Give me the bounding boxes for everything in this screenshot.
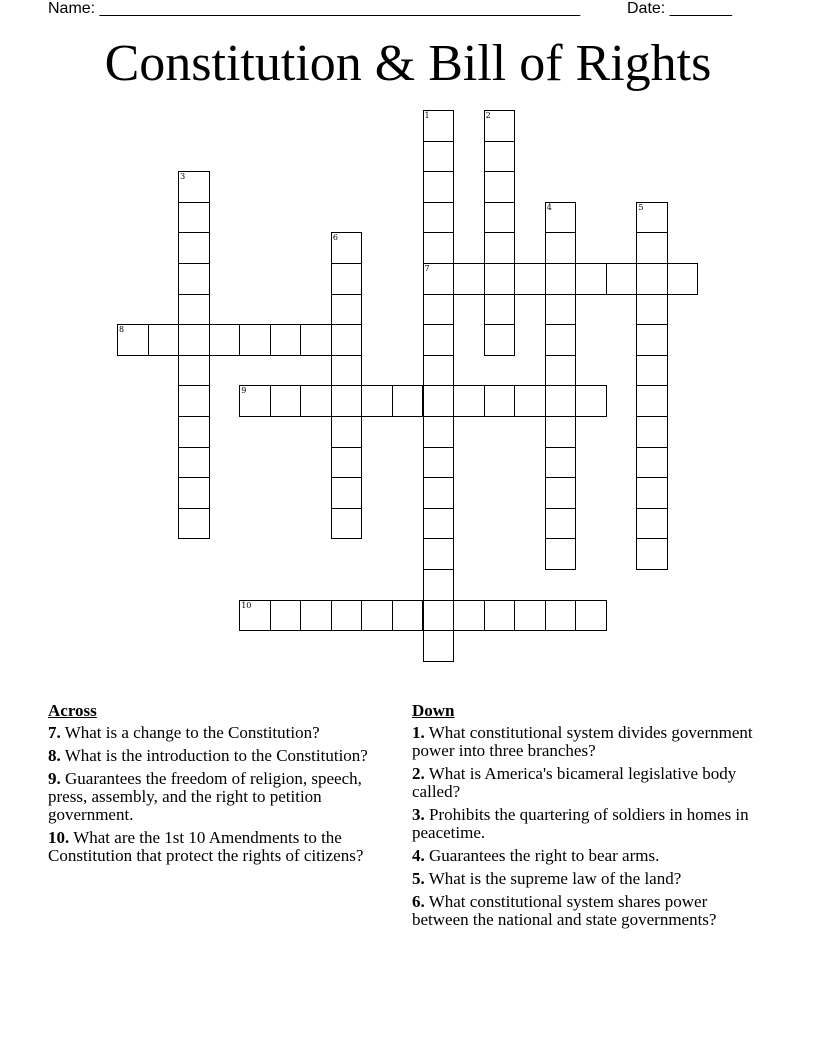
across-clue-7 [48, 724, 400, 742]
crossword-cell[interactable] [423, 508, 455, 540]
crossword-cell[interactable] [178, 416, 210, 448]
crossword-cell[interactable] [239, 324, 271, 356]
crossword-cell[interactable] [331, 416, 363, 448]
crossword-cell[interactable] [484, 294, 516, 326]
crossword-cell[interactable] [636, 232, 668, 264]
crossword-cell[interactable] [331, 294, 363, 326]
clue-number-label: 7 [424, 264, 430, 273]
crossword-cell[interactable] [178, 232, 210, 264]
clue-number: 5. [412, 869, 425, 888]
across-clue-10 [48, 829, 400, 865]
crossword-cell[interactable] [545, 508, 577, 540]
crossword-cell[interactable] [484, 385, 516, 417]
clue-number: 7. [48, 723, 61, 742]
clue-number-label: 3 [180, 172, 186, 182]
crossword-cell[interactable] [423, 110, 455, 142]
crossword-cell[interactable] [545, 202, 577, 234]
crossword-cell[interactable] [178, 202, 210, 234]
clue-number: 6. [412, 892, 425, 911]
across-clue-9 [48, 770, 400, 824]
clue-number-label: 1 [424, 111, 430, 120]
clue-number-label: 10 [241, 600, 252, 610]
crossword-cell[interactable] [453, 600, 485, 632]
clue-text: What is the supreme law of the land? [428, 869, 682, 888]
crossword-cell[interactable] [514, 385, 546, 417]
crossword-cell[interactable] [331, 232, 363, 264]
crossword-cell[interactable] [484, 232, 516, 264]
crossword-cell[interactable] [423, 630, 455, 662]
clue-number: 2. [412, 764, 425, 783]
crossword-cell[interactable] [423, 569, 455, 601]
crossword-cell[interactable] [545, 324, 577, 356]
crossword-cell[interactable] [545, 232, 577, 264]
name-field-label: Name: ______________________________________________________ [48, 0, 581, 17]
crossword-cell[interactable] [545, 263, 577, 295]
date-field-label: Date: _______ [627, 0, 732, 17]
crossword-cell[interactable] [545, 538, 577, 570]
crossword-cell[interactable] [636, 385, 668, 417]
crossword-cell[interactable] [423, 600, 455, 632]
crossword-cell[interactable] [331, 324, 363, 356]
clue-number-label: 9 [241, 386, 247, 396]
crossword-cell[interactable] [636, 202, 668, 234]
crossword-cell[interactable] [423, 324, 455, 356]
crossword-cell[interactable] [575, 385, 607, 417]
crossword-cell[interactable] [423, 477, 455, 509]
crossword-cell[interactable] [636, 416, 668, 448]
crossword-cell[interactable] [331, 600, 363, 632]
down-clue-4 [412, 847, 757, 865]
across-clue-8 [48, 747, 400, 765]
crossword-cell[interactable] [331, 263, 363, 295]
crossword-cell[interactable] [392, 600, 424, 632]
crossword-cell[interactable] [484, 141, 516, 173]
down-heading: Down [412, 701, 455, 720]
crossword-cell[interactable] [636, 355, 668, 387]
crossword-cell[interactable] [178, 263, 210, 295]
crossword-cell[interactable] [606, 263, 638, 295]
crossword-cell[interactable] [239, 600, 271, 632]
crossword-cell[interactable] [484, 110, 516, 142]
crossword-cell[interactable] [453, 385, 485, 417]
clue-text: Prohibits the quartering of soldiers in homes in peacetime. [412, 805, 749, 842]
across-clues [48, 701, 400, 870]
crossword-cell[interactable] [423, 447, 455, 479]
crossword-cell[interactable] [423, 538, 455, 570]
crossword-cell[interactable] [423, 385, 455, 417]
clue-text: Guarantees the right to bear arms. [429, 846, 660, 865]
crossword-cell[interactable] [148, 324, 180, 356]
clue-number: 1. [412, 723, 425, 742]
crossword-cell[interactable] [392, 385, 424, 417]
crossword-cell[interactable] [300, 324, 332, 356]
crossword-cell[interactable] [636, 477, 668, 509]
crossword-cell[interactable] [270, 324, 302, 356]
crossword-cell[interactable] [270, 385, 302, 417]
clue-text: Guarantees the freedom of religion, speech, press, assembly, and the right to petition government. [48, 769, 362, 824]
page-title: Constitution & Bill of Rights [104, 35, 712, 92]
crossword-cell[interactable] [423, 294, 455, 326]
crossword-cell[interactable] [178, 171, 210, 203]
crossword-cell[interactable] [178, 508, 210, 540]
crossword-cell[interactable] [239, 385, 271, 417]
crossword-cell[interactable] [545, 600, 577, 632]
clue-number: 10. [48, 828, 70, 847]
down-clue-3 [412, 806, 757, 842]
down-clue-6 [412, 893, 757, 929]
crossword-cell[interactable] [178, 324, 210, 356]
clue-number: 4. [412, 846, 425, 865]
down-clue-5 [412, 870, 757, 888]
crossword-cell[interactable] [423, 141, 455, 173]
down-clue-1 [412, 724, 757, 760]
crossword-cell[interactable] [636, 538, 668, 570]
crossword-cell[interactable] [514, 600, 546, 632]
crossword-cell[interactable] [484, 202, 516, 234]
crossword-cell[interactable] [545, 416, 577, 448]
crossword-cell[interactable] [300, 385, 332, 417]
crossword-cell[interactable] [545, 477, 577, 509]
crossword-cell[interactable] [423, 416, 455, 448]
crossword-cell[interactable] [300, 600, 332, 632]
crossword-cell[interactable] [423, 232, 455, 264]
down-clue-2 [412, 765, 757, 801]
crossword-cell[interactable] [331, 355, 363, 387]
crossword-cell[interactable] [178, 294, 210, 326]
crossword-cell[interactable] [361, 600, 393, 632]
crossword-cell[interactable] [209, 324, 241, 356]
clue-number-label: 6 [332, 233, 338, 243]
crossword-cell[interactable] [575, 263, 607, 295]
clue-text: What constitutional system divides government power into three branches? [412, 723, 753, 760]
crossword-cell[interactable] [484, 171, 516, 203]
clue-text: What is America's bicameral legislative body called? [412, 764, 737, 801]
clue-text: What are the 1st 10 Amendments to the Constitution that protect the rights of citizens? [48, 828, 364, 865]
crossword-cell[interactable] [178, 447, 210, 479]
crossword-cell[interactable] [545, 447, 577, 479]
clue-number-label: 5 [638, 202, 644, 212]
crossword-cell[interactable] [331, 508, 363, 540]
crossword-cell[interactable] [178, 385, 210, 417]
crossword-cell[interactable] [331, 385, 363, 417]
crossword-cell[interactable] [423, 202, 455, 234]
clue-number: 8. [48, 746, 61, 765]
crossword-cell[interactable] [423, 171, 455, 203]
crossword-cell[interactable] [423, 263, 455, 295]
crossword-cell[interactable] [178, 355, 210, 387]
crossword-cell[interactable] [545, 385, 577, 417]
crossword-cell[interactable] [636, 508, 668, 540]
clue-number: 3. [412, 805, 425, 824]
clue-text: What constitutional system shares power between the national and state governments? [412, 892, 717, 929]
crossword-cell[interactable] [117, 324, 149, 356]
crossword-cell[interactable] [636, 263, 668, 295]
crossword-cell[interactable] [361, 385, 393, 417]
crossword-cell[interactable] [636, 294, 668, 326]
crossword-cell[interactable] [331, 447, 363, 479]
crossword-cell[interactable] [514, 263, 546, 295]
crossword-cell[interactable] [667, 263, 699, 295]
crossword-cell[interactable] [545, 294, 577, 326]
across-heading: Across [48, 701, 97, 720]
crossword-cell[interactable] [331, 477, 363, 509]
crossword-cell[interactable] [575, 600, 607, 632]
clue-text: What is a change to the Constitution? [64, 723, 320, 742]
crossword-cell[interactable] [178, 477, 210, 509]
clue-number-label: 2 [485, 111, 491, 120]
crossword-cell[interactable] [636, 324, 668, 356]
crossword-cell[interactable] [484, 263, 516, 295]
crossword-cell[interactable] [484, 600, 516, 632]
clue-text: What is the introduction to the Constitution? [64, 746, 368, 765]
crossword-cell[interactable] [453, 263, 485, 295]
clue-number-label: 8 [119, 325, 125, 335]
clue-number: 9. [48, 769, 61, 788]
crossword-cell[interactable] [636, 447, 668, 479]
crossword-cell[interactable] [270, 600, 302, 632]
crossword-cell[interactable] [545, 355, 577, 387]
down-clues [412, 701, 757, 934]
crossword-cell[interactable] [484, 324, 516, 356]
crossword-cell[interactable] [423, 355, 455, 387]
clue-number-label: 4 [546, 202, 552, 212]
